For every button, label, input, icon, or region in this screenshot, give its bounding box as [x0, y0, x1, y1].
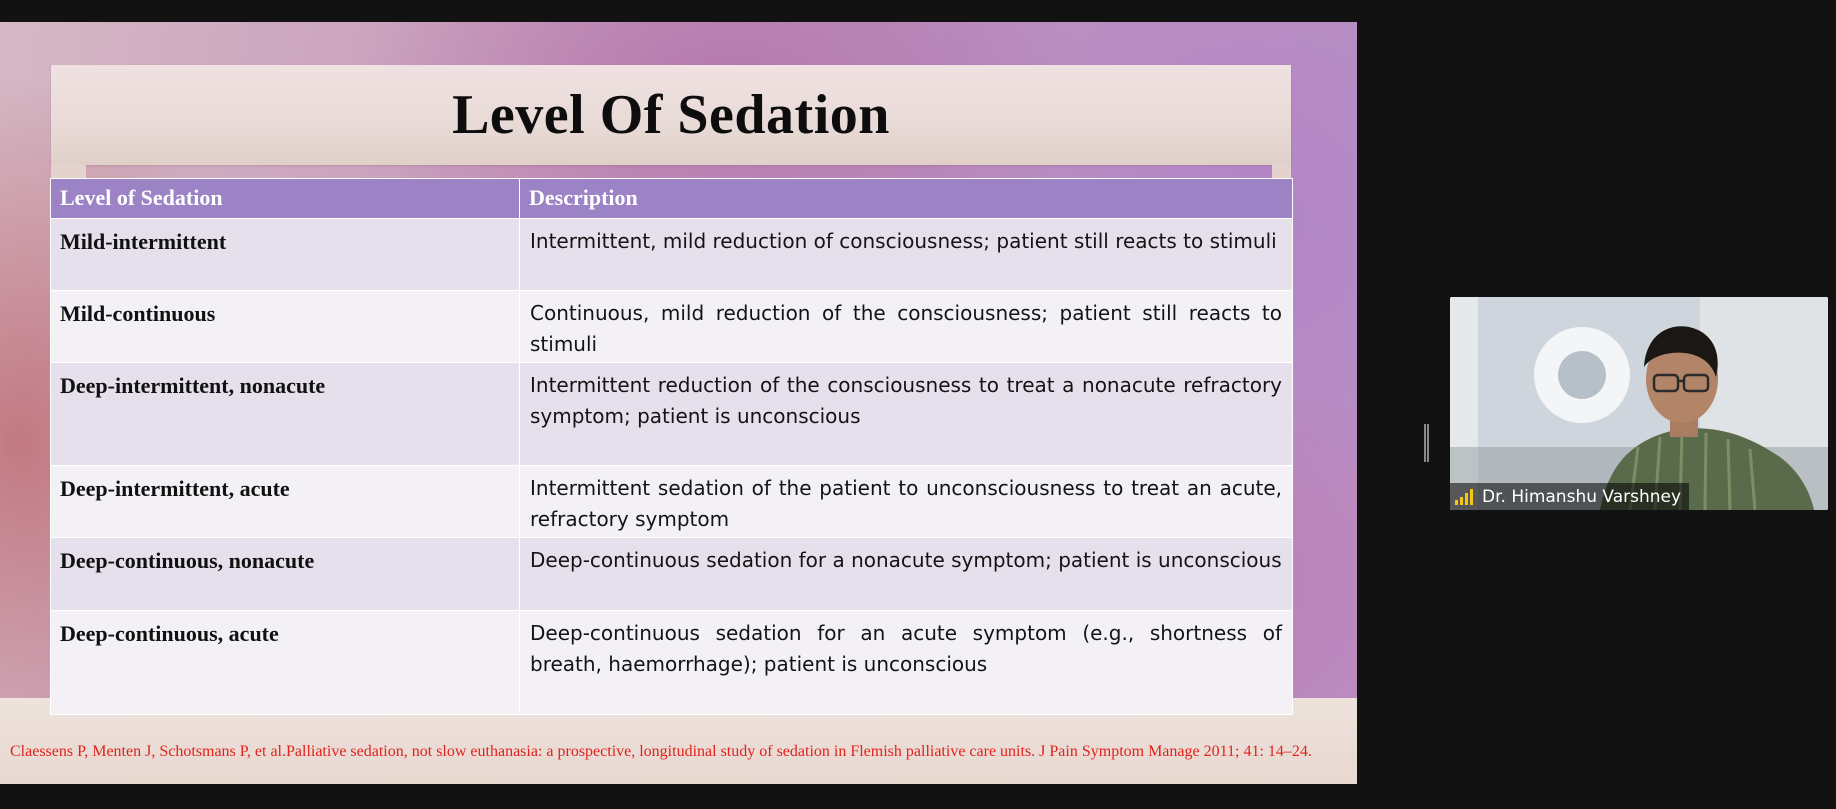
level-cell: Deep-continuous, nonacute	[51, 538, 520, 611]
description-cell: Intermittent, mild reduction of consciousness; patient still reacts to stimuli	[520, 219, 1293, 291]
video-feed	[1450, 297, 1828, 510]
level-cell: Mild-intermittent	[51, 219, 520, 291]
table-row	[51, 219, 1293, 291]
shared-slide	[0, 22, 1357, 784]
sedation-table	[50, 178, 1293, 715]
participant-name: Dr. Himanshu Varshney	[1482, 486, 1682, 507]
table-row	[51, 363, 1293, 466]
signal-strength-icon	[1454, 488, 1476, 506]
citation: Claessens P, Menten J, Schotsmans P, et al.Palliative sedation, not slow euthanasia: a prospective, longitudinal study of sedation in Flemish palliative care units. J Pain Symptom Manage 2011; 41: 14–24.	[10, 743, 1312, 760]
level-cell: Deep-continuous, acute	[51, 611, 520, 715]
title-banner-tab	[51, 165, 86, 179]
level-cell: Deep-intermittent, acute	[51, 466, 520, 538]
description-cell: Deep-continuous sedation for an acute symptom (e.g., shortness of breath, haemorrhage); patient is unconscious	[520, 611, 1293, 715]
title-banner-tab	[1272, 165, 1291, 179]
participant-name-label	[1450, 483, 1689, 510]
table-header-row	[51, 179, 1293, 219]
description-cell: Continuous, mild reduction of the consciousness; patient still reacts to stimuli	[520, 291, 1293, 363]
table-row	[51, 538, 1293, 611]
level-cell: Mild-continuous	[51, 291, 520, 363]
description-cell: Intermittent sedation of the patient to unconsciousness to treat an acute, refractory symptom	[520, 466, 1293, 538]
slide-title: Level Of Sedation	[452, 84, 890, 146]
table-row	[51, 611, 1293, 715]
description-cell: Deep-continuous sedation for a nonacute symptom; patient is unconscious	[520, 538, 1293, 611]
level-cell: Deep-intermittent, nonacute	[51, 363, 520, 466]
column-header-level: Level of Sedation	[51, 179, 520, 219]
column-header-description: Description	[520, 179, 1293, 219]
participant-video-tile[interactable]	[1450, 297, 1828, 510]
description-cell: Intermittent reduction of the consciousness to treat a nonacute refractory symptom; patient is unconscious	[520, 363, 1293, 466]
table-row	[51, 466, 1293, 538]
table-row	[51, 291, 1293, 363]
panel-resize-handle[interactable]	[1424, 424, 1429, 462]
